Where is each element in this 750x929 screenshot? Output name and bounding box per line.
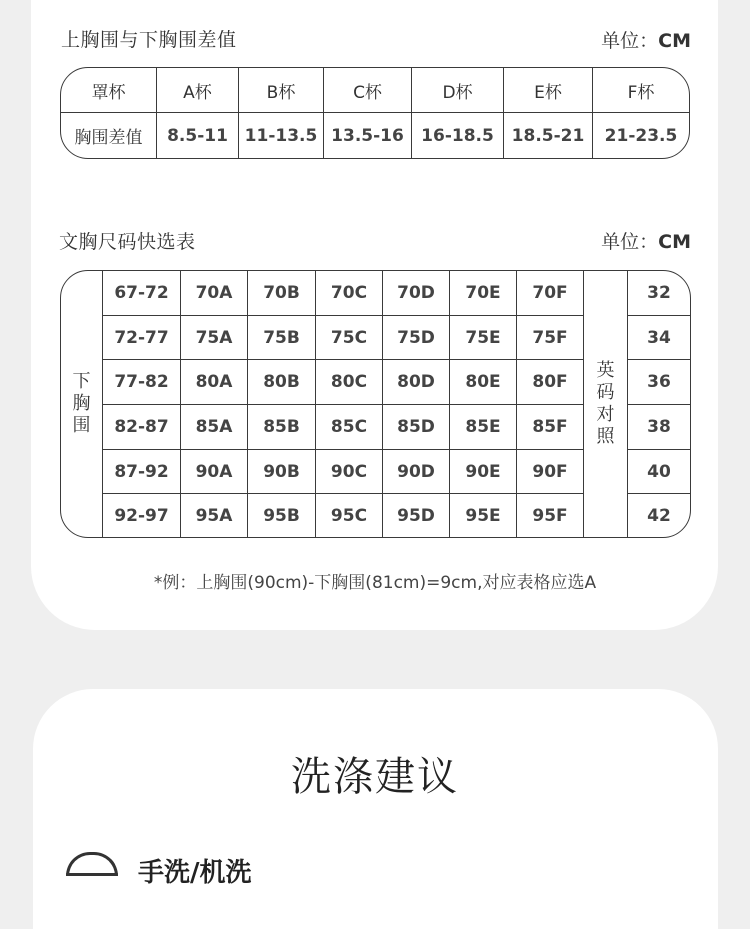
- wash-advice-card: [33, 689, 718, 929]
- cup-difference-table: [60, 67, 690, 159]
- header-cell: E杯: [504, 68, 593, 113]
- header-cell: C杯: [324, 68, 412, 113]
- uk-size-cell: 32: [628, 271, 690, 316]
- range-cell: 77-82: [103, 360, 181, 405]
- value-cell: 11-13.5: [239, 113, 324, 158]
- size-cell: 90B: [248, 450, 316, 495]
- size-cell: 90C: [316, 450, 383, 495]
- size-cell: 75D: [383, 316, 450, 361]
- size-cell: 85C: [316, 405, 383, 450]
- size-cell: 75A: [181, 316, 248, 361]
- size-cell: 90E: [450, 450, 517, 495]
- value-cell: 18.5-21: [504, 113, 593, 158]
- size-cell: 95D: [383, 494, 450, 537]
- range-cell: 92-97: [103, 494, 181, 537]
- table-row: [61, 68, 689, 113]
- value-cell: 13.5-16: [324, 113, 412, 158]
- size-cell: 70F: [517, 271, 584, 316]
- uk-size-cell: 34: [628, 316, 690, 361]
- size-cell: 75F: [517, 316, 584, 361]
- uk-size-cell: 38: [628, 405, 690, 450]
- example-note: *例：上胸围(90cm)-下胸围(81cm)=9cm,对应表格应选A: [153, 573, 597, 593]
- header-cell: A杯: [157, 68, 239, 113]
- size-chart-table: [60, 270, 691, 538]
- size-cell: 90D: [383, 450, 450, 495]
- size-cell: 85E: [450, 405, 517, 450]
- header-cell: 罩杯: [61, 68, 157, 113]
- size-cell: 75C: [316, 316, 383, 361]
- size-cell: 80B: [248, 360, 316, 405]
- uk-size-cell: 36: [628, 360, 690, 405]
- size-cell: 90A: [181, 450, 248, 495]
- header-cell: F杯: [593, 68, 689, 113]
- uk-size-cell: 42: [647, 505, 671, 526]
- size-cell: 70D: [383, 271, 450, 316]
- table-row: [61, 113, 689, 158]
- size-cell: 70C: [316, 271, 383, 316]
- size-cell: 85D: [383, 405, 450, 450]
- range-cell: 67-72: [103, 271, 181, 316]
- size-cell: 85F: [517, 405, 584, 450]
- cup-difference-title: 上胸围与下胸围差值: [61, 29, 237, 51]
- range-cell: 82-87: [103, 405, 181, 450]
- size-cell: 75B: [248, 316, 316, 361]
- range-cell: 87-92: [103, 450, 181, 495]
- wash-advice-title: 洗涤建议: [291, 754, 459, 800]
- value-cell: 21-23.5: [604, 125, 678, 146]
- range-cell: 72-77: [103, 316, 181, 361]
- table-row: [61, 271, 690, 316]
- size-cell: 90F: [517, 450, 584, 495]
- size-cell: 85A: [181, 405, 248, 450]
- size-cell: 70A: [181, 271, 248, 316]
- header-cell: B杯: [239, 68, 324, 113]
- size-cell: 95E: [450, 494, 517, 537]
- uk-size-cell: 40: [628, 450, 690, 495]
- basin-icon: [66, 852, 118, 876]
- unit-label-1: 单位：CM: [601, 30, 691, 52]
- size-cell: 80D: [383, 360, 450, 405]
- size-cell: 70B: [248, 271, 316, 316]
- wash-item-row: [66, 848, 326, 888]
- quick-size-title: 文胸尺码快选表: [59, 231, 196, 253]
- underbust-label: 下胸围: [61, 271, 103, 537]
- size-cell: 95F: [517, 494, 584, 537]
- wash-item-label: 手洗/机洗: [138, 858, 252, 888]
- size-cell: 80A: [181, 360, 248, 405]
- header-cell: D杯: [412, 68, 504, 113]
- size-cell: 95C: [316, 494, 383, 537]
- uk-size-label: 英码对照: [584, 271, 628, 537]
- size-cell: 80C: [316, 360, 383, 405]
- size-cell: 85B: [248, 405, 316, 450]
- size-cell: 75E: [450, 316, 517, 361]
- unit-label-2: 单位：CM: [601, 231, 691, 253]
- value-cell: 8.5-11: [157, 113, 239, 158]
- size-cell: 80F: [517, 360, 584, 405]
- size-cell: 95A: [181, 494, 248, 537]
- size-cell: 70E: [450, 271, 517, 316]
- value-cell: 16-18.5: [412, 113, 504, 158]
- row-label: 胸围差值: [61, 113, 157, 158]
- size-cell: 95B: [248, 494, 316, 537]
- size-cell: 80E: [450, 360, 517, 405]
